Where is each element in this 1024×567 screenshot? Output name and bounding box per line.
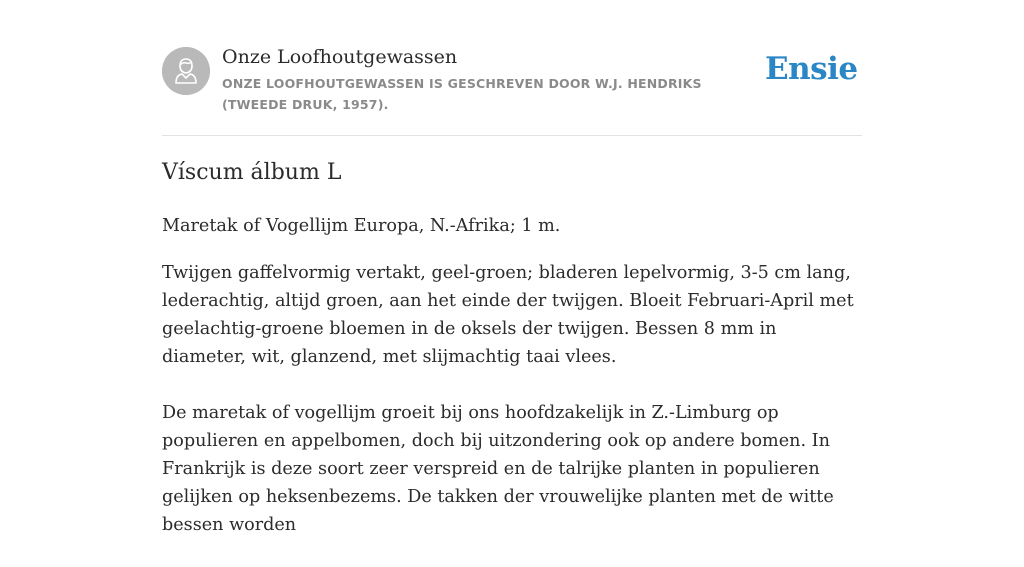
source-title[interactable]: Onze Loofhoutgewassen: [222, 46, 458, 68]
source-description: ONZE LOOFHOUTGEWASSEN IS GESCHREVEN DOOR W.J. HENDRIKS (TWEEDE DRUK, 1957).: [222, 76, 702, 112]
article-paragraph: Maretak of Vogellijm Europa, N.-Afrika; 1 m.: [162, 216, 561, 236]
source-header: [162, 46, 862, 136]
user-avatar-icon[interactable]: [162, 47, 210, 95]
article-body: [162, 212, 862, 567]
article-title: Víscum álbum L: [162, 160, 342, 185]
article-paragraph: Twijgen gaffelvormig vertakt, geel-groen; bladeren lepelvormig, 3-5 cm lang, lederachtig, altijd groen, aan het einde der twijgen. Bloeit Februari-April met geelachtig-groene bloemen in de oksels der twijgen. Bessen 8 mm in diameter, wit, glanzend, met slijmachtig taai vlees.: [162, 263, 854, 367]
article-paragraph: De maretak of vogellijm groeit bij ons hoofdzakelijk in Z.-Limburg op populieren en appelbomen, doch bij uitzondering ook op andere bomen. In Frankrijk is deze soort zeer verspreid en de talrijke planten in populieren gelijken op heksenbezems. De takken der vrouwelijke planten met de witte bessen worden: [162, 403, 834, 535]
brand-logo[interactable]: Ensie: [765, 51, 858, 87]
header-divider: [162, 135, 862, 136]
